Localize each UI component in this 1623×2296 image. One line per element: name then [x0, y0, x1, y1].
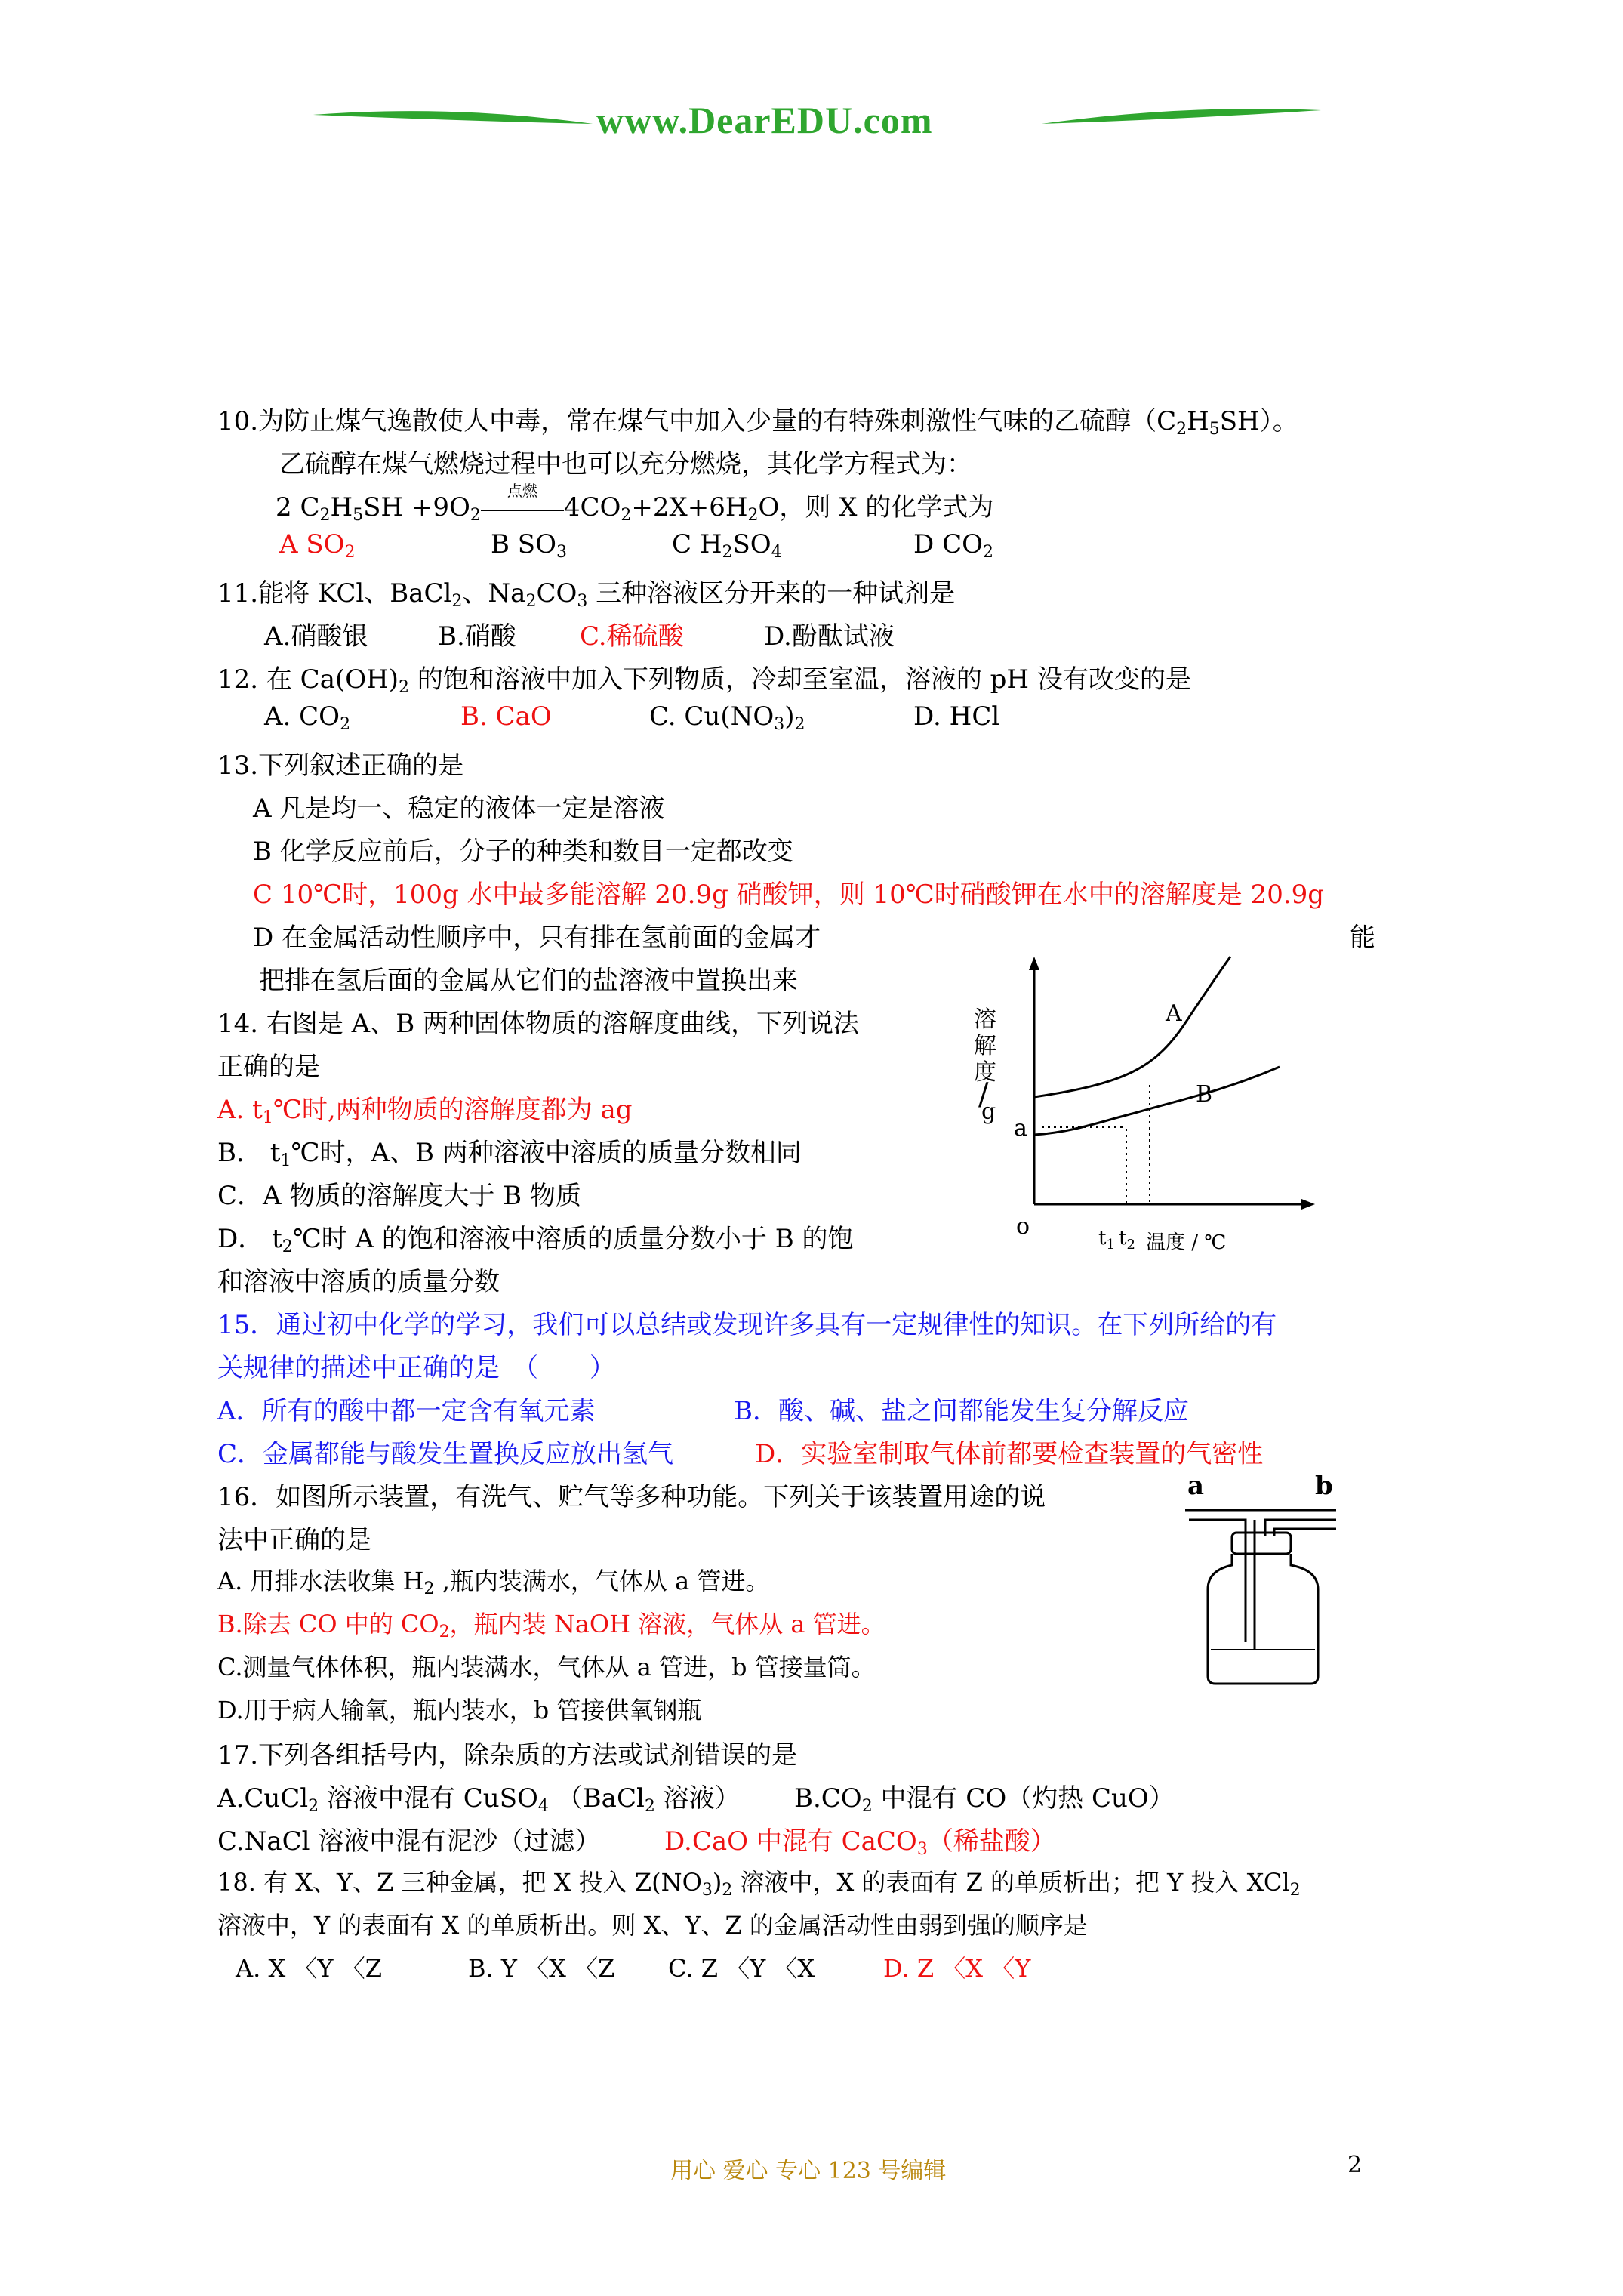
curve-a [1034, 957, 1230, 1097]
q18-stem-line2: 溶液中，Y 的表面有 X 的单质析出。则 X、Y、Z 的金属活动性由弱到强的顺序是 [217, 1911, 1088, 1940]
q15-option-a: A．所有的酸中都一定含有氧元素 [217, 1396, 596, 1426]
y-axis-unit: g [981, 1099, 996, 1125]
q10-stem-line2: 乙硫醇在煤气燃烧过程中也可以充分燃烧，其化学方程式为： [279, 449, 972, 479]
x-axis-label: 温度 / ℃ [1146, 1231, 1227, 1254]
y-axis-label-1: 溶 [974, 1006, 996, 1033]
q13-option-c: C 10℃时，100g 水中最多能溶解 20.9g 硝酸钾，则 10℃时硝酸钾在水中的溶解度是 20.9g [253, 880, 1325, 910]
q14-stem-line1: 14. 右图是 A、B 两种固体物质的溶解度曲线，下列说法 [217, 1009, 860, 1039]
q15-option-d: D．实验室制取气体前都要检查装置的气密性 [755, 1439, 1264, 1469]
curve-a-label: A [1166, 1000, 1182, 1027]
curve-b-label: B [1196, 1081, 1213, 1108]
q11-option-a: A.硝酸银 [264, 621, 368, 652]
q14-option-c: C．A 物质的溶解度大于 B 物质 [217, 1181, 581, 1211]
q16-option-d: D.用于病人输氧，瓶内装水，b 管接供氧钢瓶 [217, 1696, 702, 1724]
q16-option-a: A. 用排水法收集 $H_2$ ,瓶内装满水，气体从 a 管进。 [217, 1567, 770, 1598]
tube-a-label: a [1187, 1471, 1205, 1501]
solubility-chart-axes [974, 955, 1321, 1253]
q10-option-c: C $H_2SO_4$ [672, 529, 782, 562]
q12-option-b: B. CaO [460, 701, 552, 732]
tube-b-label: b [1315, 1471, 1333, 1501]
q14-option-b: B． $t_1℃$时，A、B 两种溶液中溶质的质量分数相同 [217, 1138, 802, 1170]
q11-option-d: D.酚酞试液 [764, 621, 895, 652]
q17-option-b: $B.CO_2$ 中混有 CO（灼热 CuO） [794, 1783, 1175, 1816]
q16-stem-line1: 16．如图所示装置，有洗气、贮气等多种功能。下列关于该装置用途的说 [217, 1482, 1046, 1512]
t1-label: $t_1$ [1098, 1227, 1115, 1253]
y-axis-label-3: 度 [974, 1059, 996, 1086]
logo-text: www.DearEDU.com [596, 99, 933, 141]
q14-option-d-line1: D． $t_2℃$时 A 的饱和溶液中溶质的质量分数小于 B 的饱 [217, 1224, 854, 1256]
q10-option-d: D $CO_2$ [913, 529, 993, 562]
q15-option-c: C．金属都能与酸发生置换反应放出氢气 [217, 1439, 674, 1469]
reaction-condition: 点燃 [507, 482, 537, 500]
curve-b [1034, 1067, 1280, 1135]
right-swoosh-icon [1038, 98, 1325, 143]
q10-stem-line1: 10.为防止煤气逸散使人中毒，常在煤气中加入少量的有特殊刺激性气味的乙硫醇$(C_2H_5SH)$。 [217, 406, 1298, 439]
q10-option-a: A $SO_2$ [279, 529, 356, 562]
q15-stem-line2: 关规律的描述中正确的是 （ ） [217, 1353, 615, 1383]
y-axis-unit-slash: / [978, 1077, 989, 1112]
q18-option-a: A. X 〈Y 〈Z [236, 1954, 382, 1983]
q17-option-a: A.CuCl$_2$ 溶液中混有 CuSO$_4$ （BaCl$_2$ 溶液） [217, 1783, 741, 1816]
q15-stem-line1: 15．通过初中化学的学习，我们可以总结或发现许多具有一定规律性的知识。在下列所给的有 [217, 1310, 1277, 1340]
q18-option-c: C. Z 〈Y 〈X [668, 1954, 815, 1983]
q12-option-d: D. HCl [913, 701, 1000, 732]
q12-option-c: C. $Cu(NO_3)_2$ [649, 701, 805, 734]
q17-option-c: C.NaCl 溶液中混有泥沙（过滤） [217, 1826, 601, 1857]
left-swoosh-icon [310, 98, 596, 143]
q13-stem: 13.下列叙述正确的是 [217, 750, 464, 781]
q18-option-d: D. Z 〈X 〈Y [883, 1954, 1031, 1983]
q14-option-d-line2: 和溶液中溶质的质量分数 [217, 1267, 500, 1297]
q17-option-d: D.CaO 中混有 CaCO$_3$（稀盐酸） [664, 1826, 1056, 1859]
q16-stem-line2: 法中正确的是 [217, 1525, 371, 1555]
t2-label: $t_2$ [1119, 1227, 1135, 1253]
q16-option-b: B.除去 CO 中的 $CO_2$，瓶内装 NaOH 溶液，气体从 a 管进。 [217, 1610, 885, 1641]
q13-option-a: A 凡是均一、稳定的液体一定是溶液 [253, 794, 665, 824]
q10-equation: 2 $C_2H_5SH +9O_2$ 点燃 $4CO_2+2X+6H_2O$，则 X 的化学式为 [276, 486, 993, 523]
origin-label: o [1016, 1213, 1030, 1240]
footer-text: 用心 爱心 专心 123 号编辑 [670, 2158, 947, 2184]
q15-option-b: B．酸、碱、盐之间都能发生复分解反应 [734, 1396, 1189, 1426]
q13-option-d-line2: 把排在氢后面的金属从它们的盐溶液中置换出来 [259, 966, 798, 996]
q11-stem: 11.能将 KCl、BaCl$_2$、$Na_2CO_3$ 三种溶液区分开来的一种试剂是 [217, 578, 956, 611]
q11-option-c: C.稀硫酸 [580, 621, 684, 652]
q12-stem: 12. 在 $Ca(OH)_2$ 的饱和溶液中加入下列物质，冷却至室温，溶液的 pH 没有改变的是 [217, 664, 1191, 697]
point-a-label: a [1014, 1115, 1027, 1142]
q17-stem: 17.下列各组括号内，除杂质的方法或试剂错误的是 [217, 1740, 798, 1771]
q13-option-d-end: 能 [1350, 923, 1375, 953]
q18-stem-line1: 18. 有 X、Y、Z 三种金属，把 X 投入 $Z(NO_3)_2$ 溶液中，X 的表面有 Z 的单质析出；把 Y 投入 XCl$_2$ [217, 1868, 1301, 1900]
page-number: 2 [1347, 2152, 1363, 2178]
q14-stem-line2: 正确的是 [217, 1052, 320, 1082]
q18-option-b: B. Y 〈X 〈Z [468, 1954, 615, 1983]
q13-option-b: B 化学反应前后，分子的种类和数目一定都改变 [253, 837, 793, 867]
y-axis-label-2: 解 [974, 1033, 996, 1059]
q11-option-b: B.硝酸 [438, 621, 516, 652]
q10-option-b: B $SO_3$ [491, 529, 567, 562]
q13-option-d-line1: D 在金属活动性顺序中，只有排在氢前面的金属才 [253, 923, 821, 953]
q16-option-c: C.测量气体体积，瓶内装满水，气体从 a 管进，b 管接量筒。 [217, 1653, 876, 1681]
q14-option-a: A. $t_1℃$时,两种物质的溶解度都为 ag [217, 1095, 633, 1127]
q12-option-a: A. $CO_2$ [264, 701, 351, 734]
gas-bottle-icon [1185, 1499, 1366, 1687]
